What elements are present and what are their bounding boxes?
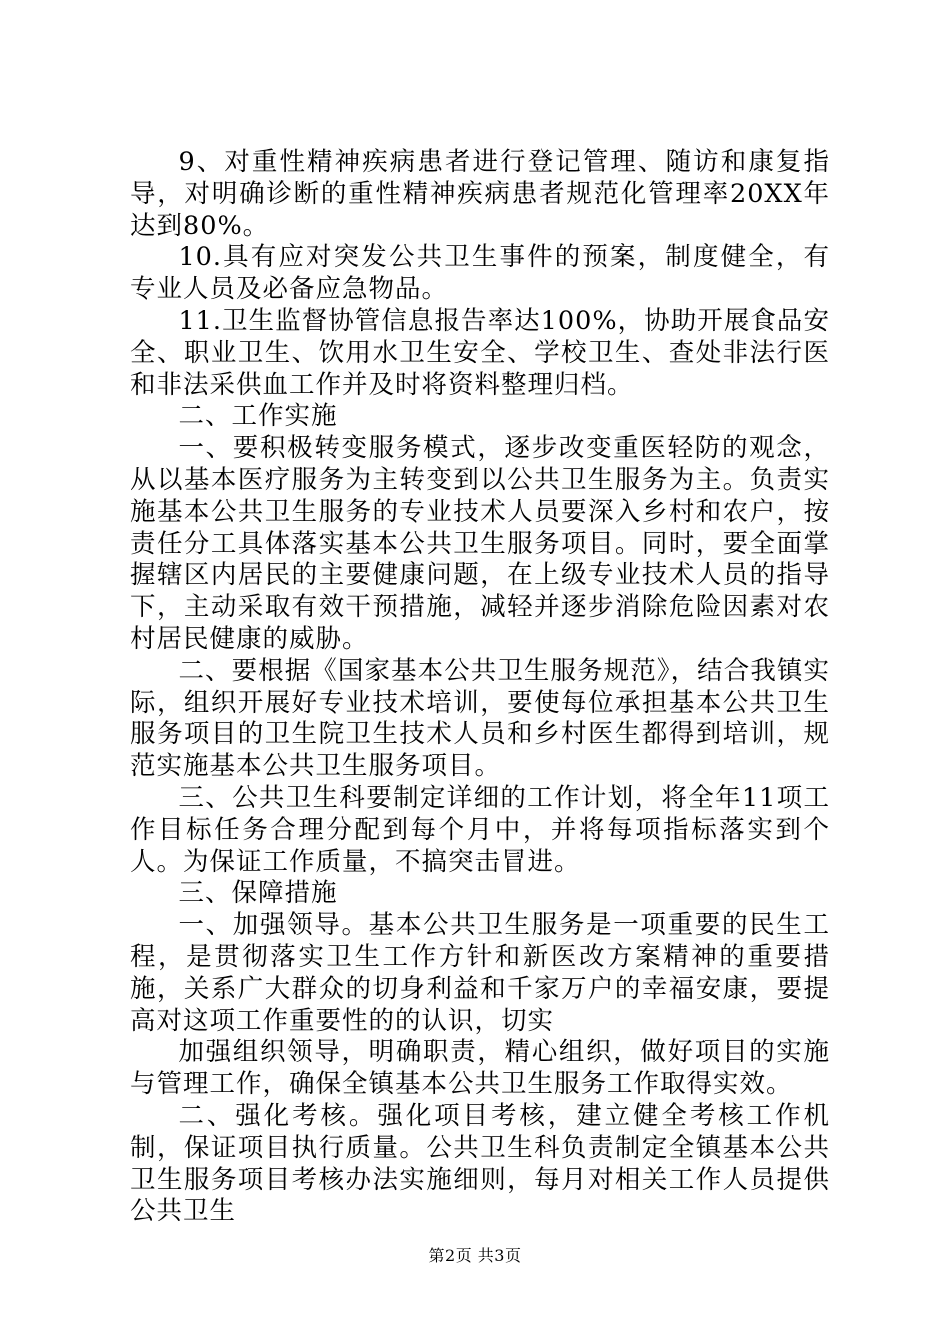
- section-heading-safeguards: 三、保障措施: [178, 878, 338, 909]
- section-heading-implementation: 二、工作实施: [178, 401, 338, 432]
- paragraph-safeguard-1-continued: 加强组织领导，明确职责，精心组织，做好项目的实施与管理工作，确保全镇基本公共卫生服务工作取得实效。: [130, 1037, 830, 1100]
- paragraph-safeguard-1: 一、加强领导。基本公共卫生服务是一项重要的民生工程，是贯彻落实卫生工作方针和新医改方案精神的重要措施，关系广大群众的切身利益和千家万户的幸福安康，要提高对这项工作重要性的的认识，切实: [130, 910, 830, 1036]
- paragraph-item-10: 10.具有应对突发公共卫生事件的预案，制度健全，有专业人员及必备应急物品。: [130, 242, 830, 305]
- paragraph-item-11: 11.卫生监督协管信息报告率达100%，协助开展食品安全、职业卫生、饮用水卫生安全、学校卫生、查处非法行医和非法采供血工作并及时将资料整理归档。: [130, 305, 830, 400]
- document-body: [130, 147, 830, 1228]
- page-number-footer: 第2页 共3页: [428, 1246, 522, 1265]
- paragraph-safeguard-2: 二、强化考核。强化项目考核，建立健全考核工作机制，保证项目执行质量。公共卫生科负责制定全镇基本公共卫生服务项目考核办法实施细则，每月对相关工作人员提供公共卫生: [130, 1100, 830, 1227]
- paragraph-implementation-2: 二、要根据《国家基本公共卫生服务规范》，结合我镇实际，组织开展好专业技术培训，要使每位承担基本公共卫生服务项目的卫生院卫生技术人员和乡村医生都得到培训，规范实施基本公共卫生服务项目。: [130, 655, 830, 782]
- paragraph-item-9: 9、对重性精神疾病患者进行登记管理、随访和康复指导，对明确诊断的重性精神疾病患者规范化管理率20XX年达到80%。: [130, 147, 830, 241]
- paragraph-implementation-3: 三、公共卫生科要制定详细的工作计划，将全年11项工作目标任务合理分配到每个月中，并将每项指标落实到个人。为保证工作质量，不搞突击冒进。: [130, 782, 830, 877]
- paragraph-implementation-1: 一、要积极转变服务模式，逐步改变重医轻防的观念，从以基本医疗服务为主转变到以公共卫生服务为主。负责实施基本公共卫生服务的专业技术人员要深入乡村和农户，按责任分工具体落实基本公共卫生服务项目。同时，要全面掌握辖区内居民的主要健康问题，在上级专业技术人员的指导下，主动采取有效干预措施，减轻并逐步消除危险因素对农村居民健康的威胁。: [130, 433, 830, 654]
